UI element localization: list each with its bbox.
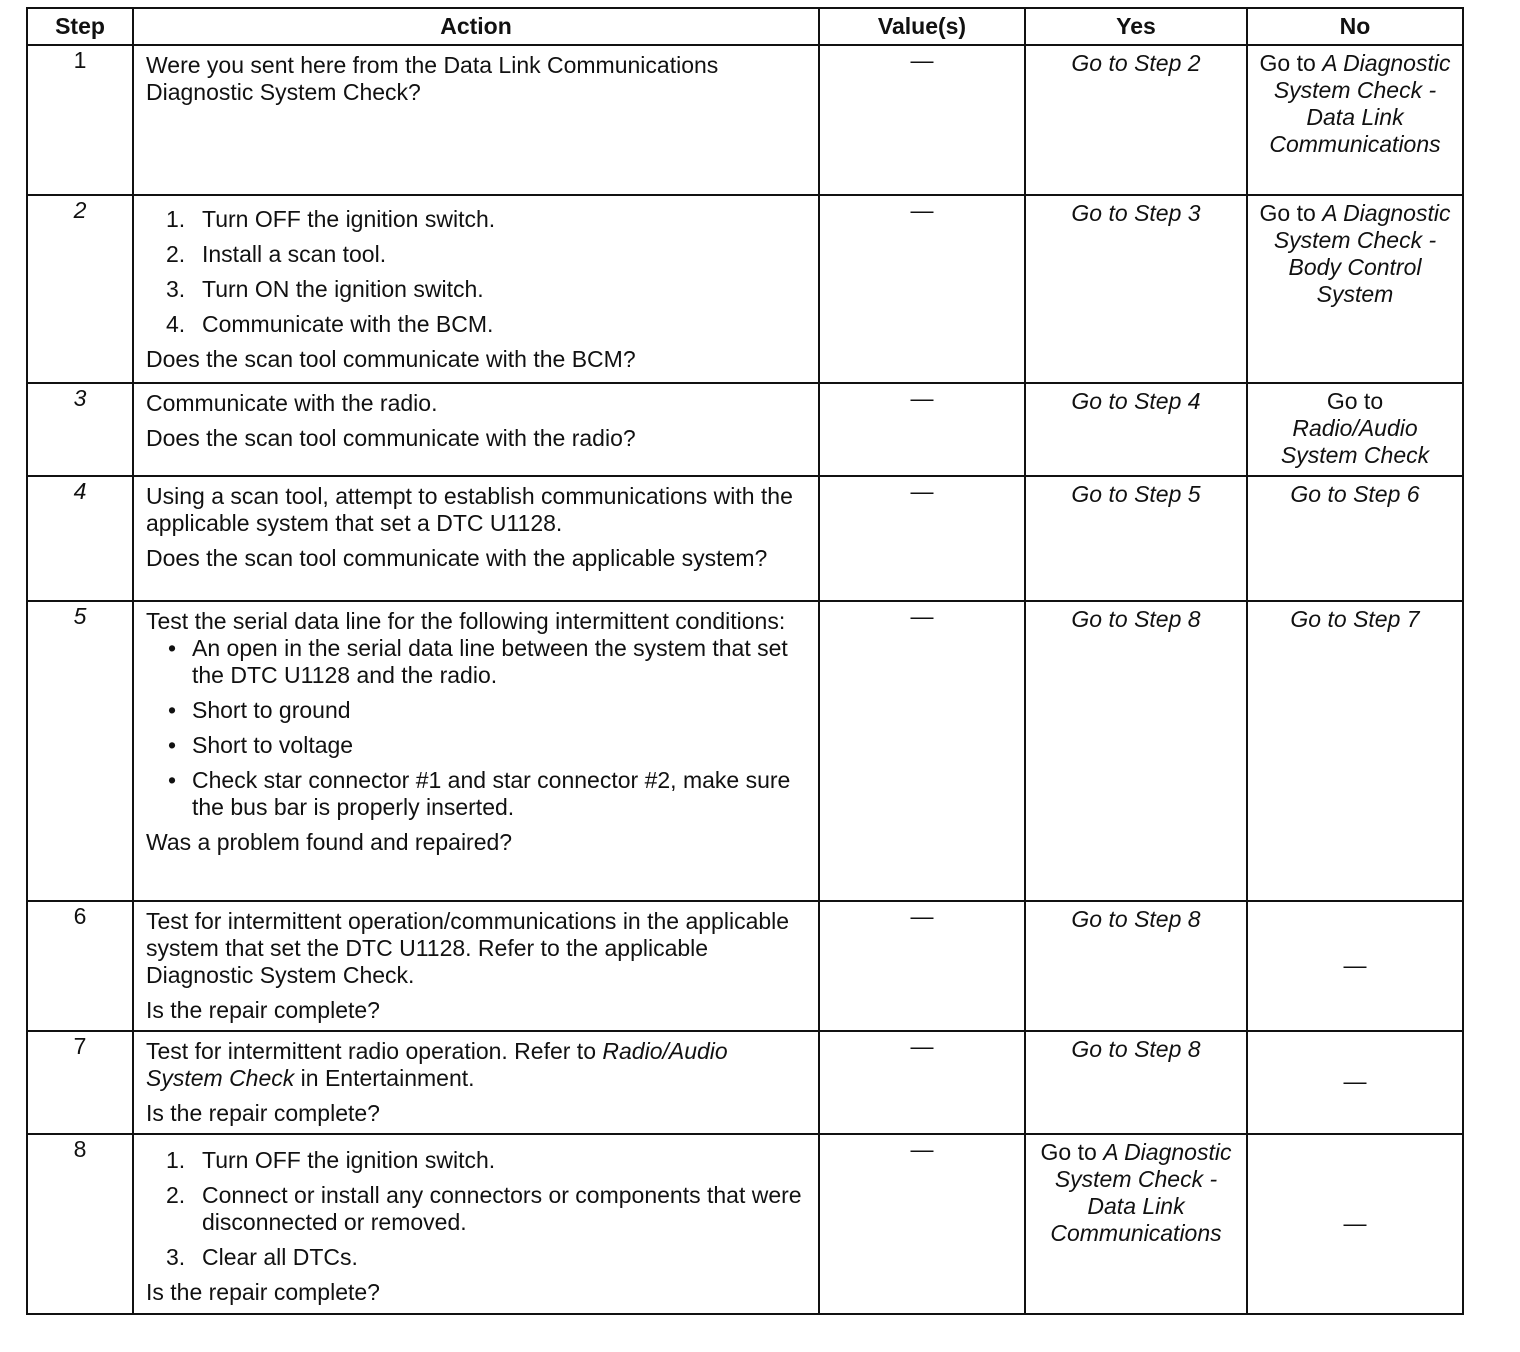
action-text: Using a scan tool, attempt to establish communications with the applicable system that set a DTC U1128. <box>146 483 793 536</box>
table-row <box>27 383 1463 476</box>
no-cell[interactable]: Go to Step 6 <box>1247 476 1463 601</box>
step-number: 2 <box>27 195 133 383</box>
action-cell <box>133 1031 819 1134</box>
action-cell <box>133 383 819 476</box>
question-text: Does the scan tool communicate with the BCM? <box>146 346 636 372</box>
action-cell <box>133 476 819 601</box>
value-cell: — <box>819 901 1025 1031</box>
question-text: Does the scan tool communicate with the applicable system? <box>146 545 768 571</box>
step-number: 8 <box>27 1134 133 1314</box>
list-item: • An open in the serial data line between the system that set the DTC U1128 and the radio. <box>168 635 788 688</box>
table-row <box>27 45 1463 195</box>
list-item: 1. Turn OFF the ignition switch. <box>166 1147 496 1173</box>
value-cell: — <box>819 195 1025 383</box>
header-step: Step <box>27 8 133 45</box>
question-text: Is the repair complete? <box>146 1100 380 1126</box>
no-cell[interactable] <box>1247 383 1463 476</box>
numbered-list <box>146 1147 808 1271</box>
action-cell <box>133 1134 819 1314</box>
question-text: Was a problem found and repaired? <box>146 829 513 855</box>
yes-cell[interactable]: Go to Step 4 <box>1025 383 1247 476</box>
action-text: Test for intermittent operation/communications in the applicable system that set the DTC U1128. Refer to the applicable Diagnostic System Check. <box>146 908 790 988</box>
diagnostic-table <box>26 7 1464 1315</box>
yes-cell[interactable]: Go to Step 8 <box>1025 901 1247 1031</box>
no-cell[interactable] <box>1247 45 1463 195</box>
step-number: 3 <box>27 383 133 476</box>
no-cell: — <box>1247 1031 1463 1134</box>
header-row <box>27 8 1463 45</box>
header-action: Action <box>133 8 819 45</box>
no-cell[interactable] <box>1247 195 1463 383</box>
question-text: Is the repair complete? <box>146 1279 380 1305</box>
action-cell <box>133 601 819 901</box>
value-cell: — <box>819 383 1025 476</box>
no-prefix: Go to <box>1259 200 1323 226</box>
yes-cell[interactable]: Go to Step 3 <box>1025 195 1247 383</box>
bullet-list <box>146 635 808 821</box>
question-text: Were you sent here from the Data Link Communications Diagnostic System Check? <box>146 52 719 105</box>
value-cell: — <box>819 1031 1025 1134</box>
no-cell: — <box>1247 1134 1463 1314</box>
step-number: 6 <box>27 901 133 1031</box>
list-item: 1. Turn OFF the ignition switch. <box>166 206 496 232</box>
table-row <box>27 1031 1463 1134</box>
header-no: No <box>1247 8 1463 45</box>
table-row <box>27 195 1463 383</box>
no-prefix: Go to <box>1326 388 1384 414</box>
yes-cell[interactable] <box>1025 1134 1247 1314</box>
step-number: 4 <box>27 476 133 601</box>
list-item: 2. Connect or install any connectors or components that were disconnected or removed. <box>166 1182 802 1235</box>
list-item: • Short to voltage <box>168 732 354 758</box>
no-cell[interactable]: Go to Step 7 <box>1247 601 1463 901</box>
header-yes: Yes <box>1025 8 1247 45</box>
step-number: 5 <box>27 601 133 901</box>
yes-cell[interactable]: Go to Step 5 <box>1025 476 1247 601</box>
yes-cell[interactable]: Go to Step 2 <box>1025 45 1247 195</box>
no-link[interactable]: Radio/Audio System Check <box>1280 415 1430 468</box>
question-text: Does the scan tool communicate with the radio? <box>146 425 636 451</box>
yes-cell[interactable]: Go to Step 8 <box>1025 1031 1247 1134</box>
table-row <box>27 601 1463 901</box>
table-row <box>27 476 1463 601</box>
action-cell <box>133 195 819 383</box>
step-number: 1 <box>27 45 133 195</box>
list-item: 2. Install a scan tool. <box>166 241 387 267</box>
no-link[interactable]: A Diagnostic System Check - Data Link Communications <box>1269 50 1451 157</box>
action-text: Test the serial data line for the following intermittent conditions: <box>146 608 786 634</box>
yes-link[interactable]: A Diagnostic System Check - Data Link Communications <box>1050 1139 1232 1246</box>
step-number: 7 <box>27 1031 133 1134</box>
table-row <box>27 901 1463 1031</box>
list-item: • Check star connector #1 and star connector #2, make sure the bus bar is properly inserted. <box>168 767 791 820</box>
list-item: • Short to ground <box>168 697 351 723</box>
radio-audio-link[interactable]: Radio/Audio System Check <box>146 1038 728 1091</box>
list-item: 3. Clear all DTCs. <box>166 1244 358 1270</box>
no-prefix: Go to <box>1259 50 1323 76</box>
value-cell: — <box>819 476 1025 601</box>
action-text: Test for intermittent radio operation. Refer to Radio/Audio System Check in Entertainment. <box>146 1038 728 1091</box>
yes-prefix: Go to <box>1040 1139 1104 1165</box>
value-cell: — <box>819 45 1025 195</box>
value-cell: — <box>819 1134 1025 1314</box>
table-row <box>27 1134 1463 1314</box>
value-cell: — <box>819 601 1025 901</box>
numbered-list <box>146 206 808 338</box>
list-item: 4. Communicate with the BCM. <box>166 311 494 337</box>
question-text: Is the repair complete? <box>146 997 380 1023</box>
header-values: Value(s) <box>819 8 1025 45</box>
action-cell <box>133 45 819 195</box>
action-cell <box>133 901 819 1031</box>
list-item: 3. Turn ON the ignition switch. <box>166 276 484 302</box>
no-cell: — <box>1247 901 1463 1031</box>
no-link[interactable]: A Diagnostic System Check - Body Control System <box>1273 200 1451 307</box>
action-text: Communicate with the radio. <box>146 390 438 416</box>
yes-cell[interactable]: Go to Step 8 <box>1025 601 1247 901</box>
